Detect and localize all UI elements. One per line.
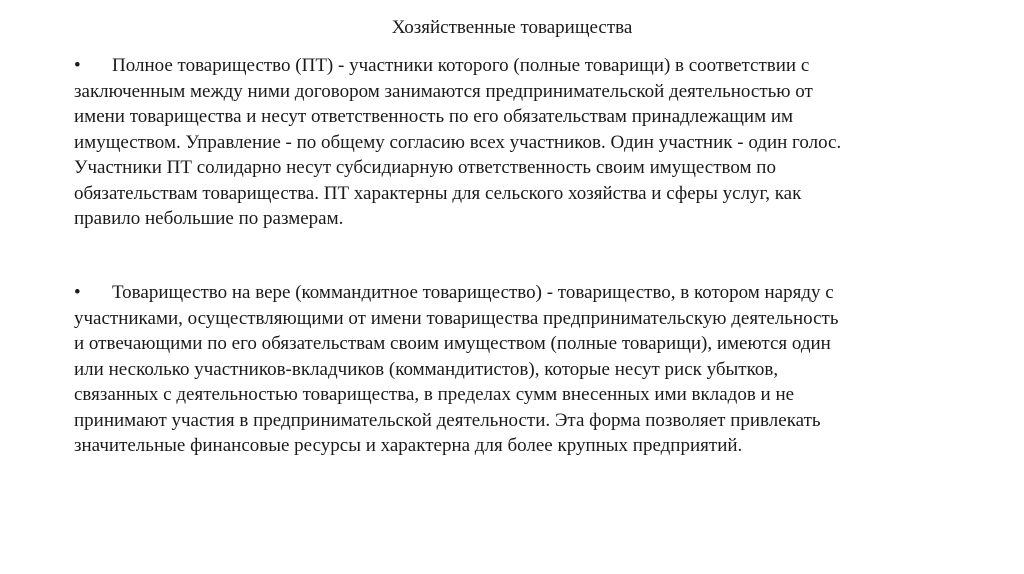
paragraph-line: имуществом. Управление - по общему согласию всех участников. Один участник - один голос. bbox=[74, 131, 842, 153]
paragraph-line: обязательствам товарищества. ПТ характерны для сельского хозяйства и сферы услуг, как bbox=[74, 182, 802, 204]
paragraph-line: Участники ПТ солидарно несут субсидиарную ответственность своим имуществом по bbox=[74, 157, 776, 178]
paragraph-line bbox=[74, 53, 954, 79]
paragraph-text: Товарищество на вере (коммандитное товарищество) - товарищество, в котором наряду с bbox=[112, 282, 834, 303]
paragraph-line: заключенным между ними договором занимаются предпринимательской деятельностью от bbox=[74, 80, 813, 102]
paragraph-text: Полное товарищество (ПТ) - участники которого (полные товарищи) в соответствии с bbox=[112, 55, 810, 76]
paragraph-line: или несколько участников-вкладчиков (коммандитистов), которые несут риск убытков, bbox=[74, 358, 779, 380]
bullet-paragraph-limited-partnership bbox=[74, 280, 954, 459]
bullet-marker: • bbox=[74, 282, 81, 303]
bullet-paragraph-full-partnership bbox=[74, 53, 954, 232]
paragraph-line: правило небольшие по размерам. bbox=[74, 208, 344, 229]
bullet-marker: • bbox=[74, 55, 81, 76]
paragraph-line: и отвечающими по его обязательствам своим имуществом (полные товарищи), имеются один bbox=[74, 333, 831, 354]
paragraph-line: связанных с деятельностью товарищества, в пределах сумм внесенных ими вкладов и не bbox=[74, 384, 795, 405]
paragraph-line: значительные финансовые ресурсы и характерна для более крупных предприятий. bbox=[74, 435, 743, 456]
paragraph-line bbox=[74, 280, 954, 306]
slide-title: Хозяйственные товарищества bbox=[391, 17, 633, 38]
paragraph-line: участниками, осуществляющими от имени товарищества предпринимательскую деятельность bbox=[74, 307, 839, 329]
paragraph-line: имени товарищества и несут ответственность по его обязательствам принадлежащим им bbox=[74, 106, 794, 127]
paragraph-line: принимают участия в предпринимательской деятельности. Эта форма позволяет привлекать bbox=[74, 409, 821, 431]
